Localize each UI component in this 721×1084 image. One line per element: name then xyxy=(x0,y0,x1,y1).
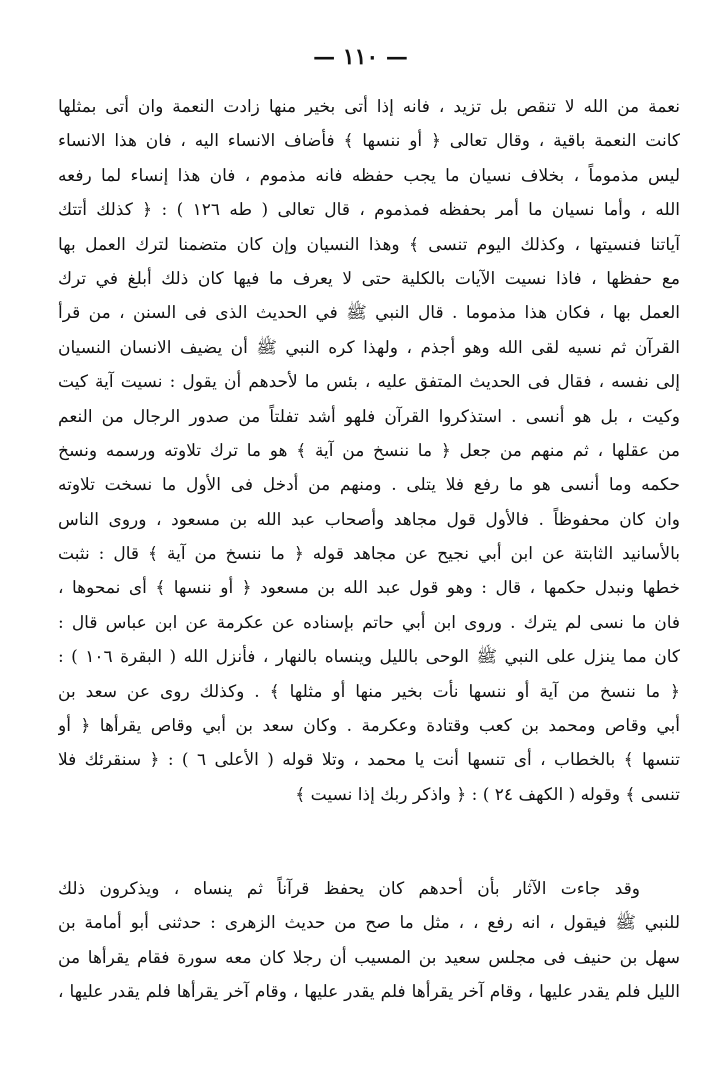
text-line: أبي وقاص ومحمد بن كعب وقتادة وعكرمة . وكان سعد بن أبي وقاص يقرأها ﴿ أو xyxy=(58,716,680,737)
text-line: نعمة من الله لا تنقص بل تزيد ، فانه إذا أتى بخير منها زادت النعمة وان أتى بمثلها xyxy=(58,97,680,117)
text-line: إلى نفسه ، فقال فى الحديث المتفق عليه ، بئس ما لأحدهم أن يقول : نسيت آية كيت xyxy=(58,372,680,393)
text-line: خطها ونبدل حكمها ، قال : وهو قول عبد الله بن مسعود ﴿ أو ننسها ﴾ أى نمحوها ، xyxy=(58,578,680,599)
text-line: ﴿ ما ننسخ من آية أو ننسها نأت بخير منها أو مثلها ﴾ . وكذلك روى عن سعد بن xyxy=(58,681,680,702)
text-line: آياتنا فنسيتها ، وكذلك اليوم تنسى ﴾ وهذا النسيان وإن كان متضمنا لترك العمل بها xyxy=(58,234,680,255)
text-line: حكمه وما أنسى هو ما رفع فلا يتلى . ومنهم من أدخل فى الأول ما نسخت تلاوته xyxy=(58,475,680,496)
text-line: تنسى ﴾ وقوله ( الكهف ٢٤ ) : ﴿ واذكر ربك إذا نسيت ﴾ xyxy=(295,784,680,805)
text-line: القرآن ثم نسيه لقى الله وهو أجذم ، ولهذا كره النبي ﷺ أن يضيف الانسان النسيان xyxy=(58,337,680,358)
text-line: تنسها ﴾ بالخطاب ، أى تنسها أنت يا محمد ، وتلا قوله ( الأعلى ٦ ) : ﴿ سنقرئك فلا xyxy=(58,750,680,771)
paragraph-1 xyxy=(58,90,680,812)
text-line: ليس مذموماً ، بخلاف نسيان ما يجب حفظه فانه مذموم ، فان هذا إنساء لما رفعه xyxy=(58,165,680,186)
text-line: مع حفظها ، فاذا نسيت الآيات بالكلية حتى لا يعرف ما فيها كان ذلك أبلغ في ترك xyxy=(58,268,680,289)
paragraph-2 xyxy=(58,872,680,1010)
text-line: الليل فلم يقدر عليها ، وقام آخر يقرأها فلم يقدر عليها ، وقام آخر يقرأها فلم يقدر عليها ، xyxy=(58,982,680,1003)
text-line: وقد جاءت الآثار بأن أحدهم كان يحفظ قرآناً ثم ينساه ، ويذكرون ذلك xyxy=(58,879,640,899)
text-line: بالأسانيد الثابتة عن ابن أبي نجيح عن مجاهد قوله ﴿ ما ننسخ من آية ﴾ قال : نثبت xyxy=(58,544,680,565)
text-line: العمل بها ، فكان هذا مذموما . قال النبي ﷺ في الحديث الذى فى السنن ، من قرأ xyxy=(58,303,680,324)
text-line: وكيت ، بل هو أنسى . استذكروا القرآن فلهو أشد تفلتاً من صدور الرجال من النعم xyxy=(58,406,680,427)
text-line: من عقلها ، ثم منهم من جعل ﴿ ما ننسخ من آية ﴾ هو ما ترك تلاوته ورسمه ونسخ xyxy=(58,440,680,461)
text-line: فان ما نسى لم يترك . وروى ابن أبي حاتم بإسناده عن عكرمة عن ابن عباس قال : xyxy=(58,612,680,633)
text-line: الله ، وأما نسيان ما أمر بحفظه فمذموم ، قال تعالى ( طه ١٢٦ ) : ﴿ كذلك أتتك xyxy=(58,200,680,221)
text-line: للنبي ﷺ فيقول ، انه رفع ، ، مثل ما صح من حديث الزهرى : حدثنى أبو أمامة بن xyxy=(58,913,680,934)
text-line: وان كان محفوظاً . فالأول قول مجاهد وأصحاب عبد الله بن مسعود ، وروى الناس xyxy=(58,509,680,530)
text-line: كان مما ينزل على النبي ﷺ الوحى بالليل وينساه بالنهار ، فأنزل الله ( البقرة ١٠٦ ) : xyxy=(58,647,680,668)
page-number: — ١١٠ — xyxy=(313,44,408,70)
text-line: سهل بن حنيف فى مجلس سعيد بن المسيب أن رجلا كان معه سورة فقام يقرأها من xyxy=(58,947,680,968)
text-line: كانت النعمة باقية ، وقال تعالى ﴿ أو ننسها ﴾ فأضاف الانساء اليه ، فان هذا الانساء xyxy=(58,131,680,152)
